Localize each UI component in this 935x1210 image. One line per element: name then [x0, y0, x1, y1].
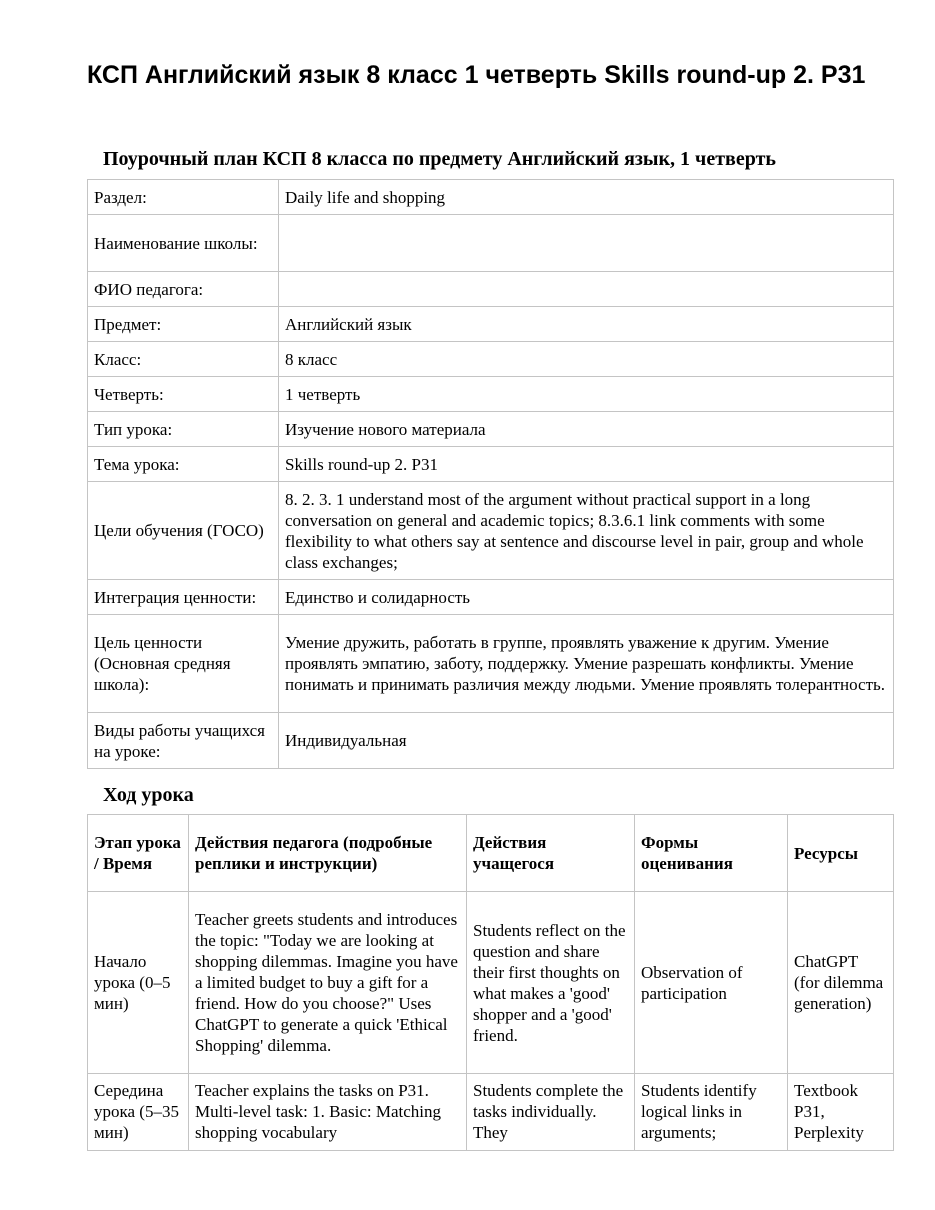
stage-cell: Начало урока (0–5 мин): [88, 892, 189, 1074]
table-row: [88, 892, 894, 1074]
info-label: ФИО педагога:: [88, 272, 279, 307]
info-label: Интеграция ценности:: [88, 580, 279, 615]
info-label: Предмет:: [88, 307, 279, 342]
assessment-cell: Observation of participation: [635, 892, 788, 1074]
table-row: [88, 580, 894, 615]
resources-cell: Textbook P31, Perplexity: [788, 1074, 894, 1151]
table-row: [88, 180, 894, 215]
lesson-heading: Ход урока: [103, 784, 194, 806]
column-header: Действия педагога (подробные реплики и инструкции): [189, 815, 467, 892]
lesson-flow-table: [87, 814, 894, 1151]
info-value: Skills round-up 2. P31: [279, 447, 894, 482]
info-value: 1 четверть: [279, 377, 894, 412]
plan-heading: Поурочный план КСП 8 класса по предмету Английский язык, 1 четверть: [103, 148, 776, 170]
teacher-actions-cell: Teacher greets students and introduces the topic: "Today we are looking at shopping dilemmas. Imagine you have a limited budget to buy a gift for a friend. How do you choose?" Uses ChatGPT to generate a quick 'Ethical Shopping' dilemma.: [189, 892, 467, 1074]
info-value: Изучение нового материала: [279, 412, 894, 447]
table-row: [88, 412, 894, 447]
info-value: Английский язык: [279, 307, 894, 342]
info-value: Умение дружить, работать в группе, проявлять уважение к другим. Умение проявлять эмпатию, заботу, поддержку. Умение разрешать конфликты. Умение понимать и принимать различия между людьми. Умение проявлять толерантность.: [279, 615, 894, 713]
table-row: [88, 342, 894, 377]
info-value: 8. 2. 3. 1 understand most of the argument without practical support in a long conversation on general and academic topics; 8.3.6.1 link comments with some flexibility to what others say at sentence and discourse level in pair, group and whole class exchanges;: [279, 482, 894, 580]
info-value: Daily life and shopping: [279, 180, 894, 215]
info-label: Класс:: [88, 342, 279, 377]
stage-cell: Середина урока (5–35 мин): [88, 1074, 189, 1151]
info-label: Наименование школы:: [88, 215, 279, 272]
column-header: Действия учащегося: [467, 815, 635, 892]
info-label: Четверть:: [88, 377, 279, 412]
table-row: [88, 615, 894, 713]
column-header: Ресурсы: [788, 815, 894, 892]
info-value: Единство и солидарность: [279, 580, 894, 615]
document-title: КСП Английский язык 8 класс 1 четверть Skills round-up 2. P31: [87, 61, 866, 89]
info-label: Тема урока:: [88, 447, 279, 482]
table-row: [88, 713, 894, 769]
info-label: Тип урока:: [88, 412, 279, 447]
teacher-actions-cell: Teacher explains the tasks on P31. Multi-level task: 1. Basic: Matching shopping vocabulary: [189, 1074, 467, 1151]
table-row: [88, 1074, 894, 1151]
column-header: Этап урока / Время: [88, 815, 189, 892]
column-header: Формы оценивания: [635, 815, 788, 892]
table-row: [88, 272, 894, 307]
info-label: Виды работы учащихся на уроке:: [88, 713, 279, 769]
table-row: [88, 447, 894, 482]
student-actions-cell: Students reflect on the question and share their first thoughts on what makes a 'good' shopper and a 'good' friend.: [467, 892, 635, 1074]
table-header-row: [88, 815, 894, 892]
info-value: [279, 272, 894, 307]
assessment-cell: Students identify logical links in arguments;: [635, 1074, 788, 1151]
info-value: [279, 215, 894, 272]
info-label: Цели обучения (ГОСО): [88, 482, 279, 580]
lesson-info-table: [87, 179, 894, 769]
table-row: [88, 215, 894, 272]
info-value: Индивидуальная: [279, 713, 894, 769]
info-value: 8 класс: [279, 342, 894, 377]
table-row: [88, 307, 894, 342]
info-label: Цель ценности (Основная средняя школа):: [88, 615, 279, 713]
resources-cell: ChatGPT (for dilemma generation): [788, 892, 894, 1074]
student-actions-cell: Students complete the tasks individually. They: [467, 1074, 635, 1151]
info-label: Раздел:: [88, 180, 279, 215]
table-row: [88, 482, 894, 580]
table-row: [88, 377, 894, 412]
